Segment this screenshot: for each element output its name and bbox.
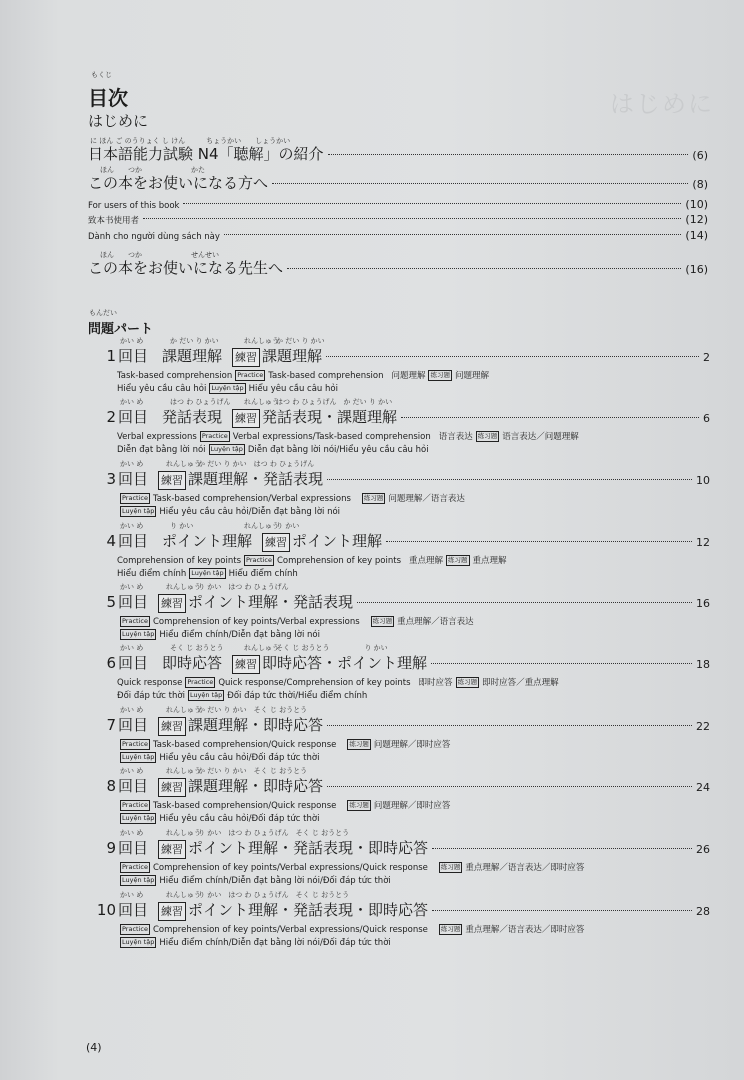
renshu-badge: 練習 <box>158 778 186 797</box>
toc-title: 目次 <box>88 86 128 110</box>
unit-translation-vi <box>117 444 429 456</box>
luyentap-tag: Luyện tập <box>122 507 155 515</box>
luyentap-tag: Luyện tập <box>191 569 224 577</box>
practice-translation-en: Verbal expressions/Task-based comprehension <box>232 432 431 442</box>
unit-translation-en-zh <box>117 862 584 874</box>
unit-translation-vi <box>117 506 340 518</box>
kai-ruby: かい め <box>120 522 144 530</box>
bleed-through-text: はじめに <box>610 90 714 118</box>
unit-kai: 回目 <box>118 654 149 672</box>
practice-ruby: り かい はつ わ ひょうげん そく じ おうとう <box>198 829 350 837</box>
renshu-badge: 練習 <box>158 471 186 490</box>
translation-en: Comprehension of key points <box>117 556 242 566</box>
renshu-badge: 練習 <box>158 717 186 736</box>
translation-en: Quick response <box>117 678 183 688</box>
unit-number: 10 <box>96 901 116 919</box>
translation-vi: Đối đáp tức thời <box>117 691 185 701</box>
practice-translation-zh: 重点理解／语言表达／即时应答 <box>465 863 585 873</box>
translation-zh: 语言表达 <box>438 432 473 442</box>
unit-page: 16 <box>696 597 710 610</box>
renshu-badge: 練習 <box>158 594 186 613</box>
practice-translation-en: Quick response/Comprehension of key points <box>218 678 411 688</box>
renshu-ruby: れんしゅう <box>166 460 201 468</box>
renshu-ruby: れんしゅう <box>166 829 201 837</box>
unit-page: 28 <box>696 905 710 918</box>
unit-translation-vi <box>117 690 367 702</box>
unit-translation-en-zh <box>117 370 489 382</box>
renshu-ruby: れんしゅう <box>244 522 279 530</box>
unit-translation-vi <box>117 937 391 949</box>
luyentap-tag: Luyện tập <box>210 445 243 453</box>
leader-dots <box>287 268 681 269</box>
toc-entry[interactable] <box>88 257 708 278</box>
leader-dots <box>327 479 692 480</box>
renshu-badge: 練習 <box>158 902 186 921</box>
leader-dots <box>386 541 692 542</box>
leader-dots <box>432 848 692 849</box>
unit-page: 2 <box>703 351 710 364</box>
unit-page: 26 <box>696 843 710 856</box>
unit-page: 18 <box>696 658 710 671</box>
practice-ruby: そく じ おうとう り かい <box>276 644 388 652</box>
leader-dots <box>432 910 692 911</box>
renshu-ruby: れんしゅう <box>166 891 201 899</box>
lianxi-tag: 练习题 <box>349 801 369 809</box>
practice-ruby: か だい り かい そく じ おうとう <box>198 767 308 775</box>
practice-translation-en: Task-based comprehension/Quick response <box>152 740 337 750</box>
lianxi-tag: 练习题 <box>372 617 393 625</box>
practice-ruby: り かい <box>276 522 300 530</box>
practice-title: 即時応答・ポイント理解 <box>262 654 428 672</box>
unit-number: 5 <box>106 593 116 611</box>
renshu-ruby: れんしゅう <box>166 583 201 591</box>
practice-tag: Practice <box>122 740 148 748</box>
practice-translation-zh: 重点理解 <box>472 556 507 566</box>
luyentap-tag: Luyện tập <box>211 384 244 392</box>
toc-entry-page: (14) <box>685 229 708 242</box>
unit-kai: 回目 <box>118 347 149 365</box>
luyentap-tag: Luyện tập <box>122 753 155 761</box>
unit-number: 7 <box>106 716 116 734</box>
luyentap-tag: Luyện tập <box>122 876 155 884</box>
unit-translation-en-zh <box>117 555 507 567</box>
renshu-ruby: れんしゅう <box>166 767 201 775</box>
unit-translation-vi <box>117 813 319 825</box>
practice-translation-en: Task-based comprehension/Quick response <box>152 801 337 811</box>
unit-translation-en-zh <box>117 677 559 689</box>
translation-vi: Diễn đạt bằng lời nói <box>117 445 206 455</box>
unit-number: 9 <box>106 839 116 857</box>
unit-translation-vi <box>117 752 319 764</box>
toc-entry[interactable] <box>88 172 708 193</box>
kai-ruby: かい め <box>120 706 144 714</box>
toc-entry-page: (6) <box>692 149 708 162</box>
luyentap-tag: Luyện tập <box>122 814 155 822</box>
leader-dots <box>401 417 699 418</box>
practice-translation-en: Task-based comprehension <box>268 371 384 381</box>
practice-translation-zh: 即时应答／重点理解 <box>482 678 559 688</box>
practice-translation-zh: 重点理解／语言表达 <box>397 617 474 627</box>
unit-number: 6 <box>106 654 116 672</box>
toc-entry[interactable] <box>88 198 708 211</box>
toc-entry-title: For users of this book <box>88 201 180 211</box>
unit-kai: 回目 <box>118 470 149 488</box>
practice-ruby: か だい り かい そく じ おうとう <box>198 706 308 714</box>
kai-ruby: かい め <box>120 337 144 345</box>
unit-title: 即時応答 <box>162 654 223 672</box>
unit-title: 課題理解 <box>162 347 223 365</box>
lianxi-tag: 练习题 <box>363 494 384 502</box>
toc-entry-title: この本をお使いになる方へ <box>88 174 269 192</box>
practice-translation-zh: 问题理解／即时应答 <box>373 740 451 750</box>
unit-number: 3 <box>106 470 116 488</box>
practice-translation-vi: Hiểu điểm chính/Diễn đạt bằng lời nói/Đối đáp tức thời <box>159 938 391 948</box>
unit-entry[interactable] <box>88 837 710 859</box>
luyentap-tag: Luyện tập <box>122 938 155 946</box>
unit-entry[interactable] <box>88 406 710 428</box>
unit-number: 8 <box>106 777 116 795</box>
toc-entry-title: この本をお使いになる先生へ <box>88 259 284 277</box>
practice-title: 課題理解・発話表現 <box>188 470 324 488</box>
kai-ruby: かい め <box>120 583 144 591</box>
toc-entry-title: 致本书使用者 <box>88 216 140 226</box>
unit-entry[interactable] <box>88 345 710 367</box>
intro-ruby: に ほん ご のうりょく し けん ちょうかい しょうかい <box>90 137 291 145</box>
practice-ruby: り かい はつ わ ひょうげん そく じ おうとう <box>198 891 350 899</box>
translation-en: Task-based comprehension <box>117 371 233 381</box>
unit-number: 2 <box>106 408 116 426</box>
leader-dots <box>272 183 688 184</box>
practice-tag: Practice <box>237 371 264 379</box>
toc-title-ruby: もくじ <box>91 71 112 79</box>
unit-entry[interactable] <box>88 899 710 921</box>
practice-translation-en: Comprehension of key points/Verbal expressions <box>152 617 360 627</box>
unit-translation-en-zh <box>117 924 584 936</box>
intro-heading: はじめに <box>88 112 149 130</box>
practice-tag: Practice <box>201 432 228 440</box>
leader-dots <box>224 234 681 235</box>
practice-title: 課題理解・即時応答 <box>188 777 324 795</box>
translation-zh: 重点理解 <box>409 556 444 566</box>
practice-tag: Practice <box>122 801 148 809</box>
unit-entry[interactable] <box>88 530 710 552</box>
kai-ruby: かい め <box>120 398 144 406</box>
unit-entry[interactable] <box>88 714 710 736</box>
practice-ruby: か だい り かい <box>276 337 325 345</box>
unit-number: 1 <box>106 347 116 365</box>
renshu-badge: 練習 <box>158 840 186 859</box>
practice-tag: Practice <box>122 494 148 502</box>
renshu-ruby: れんしゅう <box>166 706 201 714</box>
section-ruby: もんだい <box>89 309 117 317</box>
lianxi-tag: 练习题 <box>440 863 461 871</box>
unit-translation-vi <box>117 875 391 887</box>
practice-translation-zh: 问题理解 <box>454 371 489 381</box>
unit-translation-en-zh <box>117 800 450 812</box>
unit-translation-vi <box>117 629 320 641</box>
practice-translation-en: Task-based comprehension/Verbal expressions <box>152 494 351 504</box>
practice-translation-zh: 问题理解／语言表达 <box>388 494 465 504</box>
practice-title: ポイント理解・発話表現・即時応答 <box>188 839 429 857</box>
translation-en: Verbal expressions <box>117 432 197 442</box>
practice-tag: Practice <box>122 863 148 871</box>
renshu-ruby: れんしゅう <box>244 337 279 345</box>
title-ruby: そく じ おうとう <box>170 644 224 652</box>
lianxi-tag: 练习题 <box>440 925 461 933</box>
practice-title: 発話表現・課題理解 <box>262 408 398 426</box>
leader-dots <box>327 725 692 726</box>
practice-tag: Practice <box>187 678 214 686</box>
lianxi-tag: 练习题 <box>477 432 498 440</box>
lianxi-tag: 练习题 <box>430 371 450 379</box>
unit-kai: 回目 <box>118 839 149 857</box>
title-ruby: り かい <box>170 522 194 530</box>
unit-entry[interactable] <box>88 775 710 797</box>
practice-translation-vi: Đối đáp tức thời/Hiểu điểm chính <box>227 691 368 701</box>
kai-ruby: かい め <box>120 891 144 899</box>
toc-entry-page: (16) <box>685 263 708 276</box>
luyentap-tag: Luyện tập <box>189 691 223 699</box>
unit-kai: 回目 <box>118 901 149 919</box>
practice-translation-vi: Hiểu yêu cầu câu hỏi/Đối đáp tức thời <box>159 814 320 824</box>
renshu-badge: 練習 <box>262 533 290 552</box>
toc-entry-page: (12) <box>685 213 708 226</box>
leader-dots <box>327 786 692 787</box>
renshu-ruby: れんしゅう <box>244 644 279 652</box>
practice-translation-zh: 语言表达／问题理解 <box>502 432 579 442</box>
unit-number: 4 <box>106 532 116 550</box>
unit-translation-en-zh <box>117 493 465 505</box>
kai-ruby: かい め <box>120 767 144 775</box>
kai-ruby: かい め <box>120 644 144 652</box>
toc-entry-title: 日本語能力試験 N4「聴解」の紹介 <box>88 145 324 163</box>
toc-entry[interactable] <box>88 143 708 164</box>
unit-title: ポイント理解 <box>162 532 253 550</box>
practice-ruby: はつ わ ひょうげん か だい り かい <box>276 398 393 406</box>
toc-entry[interactable] <box>88 229 708 242</box>
translation-zh: 即时应答 <box>418 678 453 688</box>
practice-translation-en: Comprehension of key points/Verbal expressions/Quick response <box>152 925 428 935</box>
unit-kai: 回目 <box>118 593 149 611</box>
unit-page: 22 <box>696 720 710 733</box>
unit-page: 24 <box>696 781 710 794</box>
practice-translation-en: Comprehension of key points <box>276 556 401 566</box>
leader-dots <box>143 218 681 219</box>
unit-translation-vi <box>117 568 298 580</box>
renshu-badge: 練習 <box>232 409 260 428</box>
practice-translation-vi: Hiểu yêu cầu câu hỏi/Diễn đạt bằng lời nói <box>159 507 341 517</box>
section-title: 問題パート <box>88 322 154 337</box>
renshu-ruby: れんしゅう <box>244 398 279 406</box>
unit-entry[interactable] <box>88 468 710 490</box>
practice-translation-en: Comprehension of key points/Verbal expressions/Quick response <box>152 863 428 873</box>
kai-ruby: かい め <box>120 829 144 837</box>
practice-translation-zh: 问题理解／即时应答 <box>373 801 451 811</box>
practice-title: ポイント理解・発話表現 <box>188 593 354 611</box>
practice-ruby: か だい り かい はつ わ ひょうげん <box>198 460 315 468</box>
unit-title: 発話表現 <box>162 408 223 426</box>
leader-dots <box>183 203 681 204</box>
unit-kai: 回目 <box>118 716 149 734</box>
practice-tag: Practice <box>122 925 148 933</box>
leader-dots <box>328 154 689 155</box>
unit-translation-en-zh <box>117 616 474 628</box>
translation-vi: Hiểu điểm chính <box>117 569 187 579</box>
unit-page: 12 <box>696 536 710 549</box>
practice-translation-vi: Hiểu điểm chính/Diễn đạt bằng lời nói/Đối đáp tức thời <box>159 876 391 886</box>
toc-entry-page: (8) <box>692 178 708 191</box>
practice-translation-vi: Hiểu yêu cầu câu hỏi/Đối đáp tức thời <box>159 753 320 763</box>
practice-title: ポイント理解・発話表現・即時応答 <box>188 901 429 919</box>
intro-ruby: ほん つか せんせい <box>100 251 219 259</box>
unit-page: 10 <box>696 474 710 487</box>
practice-tag: Practice <box>246 556 272 564</box>
practice-translation-zh: 重点理解／语言表达／即时应答 <box>465 925 585 935</box>
renshu-badge: 練習 <box>232 348 260 367</box>
luyentap-tag: Luyện tập <box>122 630 155 638</box>
title-ruby: はつ わ ひょうげん <box>170 398 231 406</box>
practice-title: ポイント理解 <box>292 532 383 550</box>
intro-ruby: ほん つか かた <box>100 166 205 174</box>
unit-page: 6 <box>703 412 710 425</box>
page-number: (4) <box>86 1041 102 1054</box>
practice-tag: Practice <box>122 617 148 625</box>
toc-entry-page: (10) <box>685 198 708 211</box>
unit-kai: 回目 <box>118 408 149 426</box>
unit-translation-en-zh <box>117 431 579 443</box>
translation-vi: Hiểu yêu cầu câu hỏi <box>117 384 207 394</box>
unit-translation-vi <box>117 383 338 395</box>
practice-translation-vi: Hiểu yêu cầu câu hỏi <box>248 384 338 394</box>
title-ruby: か だい り かい <box>170 337 219 345</box>
translation-zh: 问题理解 <box>391 371 426 381</box>
unit-entry[interactable] <box>88 652 710 674</box>
unit-translation-en-zh <box>117 739 450 751</box>
leader-dots <box>326 356 699 357</box>
renshu-badge: 練習 <box>232 655 260 674</box>
leader-dots <box>431 663 692 664</box>
unit-kai: 回目 <box>118 777 149 795</box>
unit-kai: 回目 <box>118 532 149 550</box>
toc-entry[interactable] <box>88 213 708 226</box>
leader-dots <box>357 602 692 603</box>
practice-ruby: り かい はつ わ ひょうげん <box>198 583 289 591</box>
unit-entry[interactable] <box>88 591 710 613</box>
lianxi-tag: 练习题 <box>457 678 478 686</box>
lianxi-tag: 练习题 <box>448 556 468 564</box>
practice-translation-vi: Hiểu điểm chính <box>228 569 298 579</box>
toc-entry-title: Dành cho người dùng sách này <box>88 232 220 242</box>
kai-ruby: かい め <box>120 460 144 468</box>
practice-translation-vi: Diễn đạt bằng lời nói/Hiểu yêu cầu câu hỏi <box>247 445 429 455</box>
lianxi-tag: 练习题 <box>349 740 369 748</box>
practice-title: 課題理解・即時応答 <box>188 716 324 734</box>
practice-title: 課題理解 <box>262 347 323 365</box>
practice-translation-vi: Hiểu điểm chính/Diễn đạt bằng lời nói <box>159 630 320 640</box>
